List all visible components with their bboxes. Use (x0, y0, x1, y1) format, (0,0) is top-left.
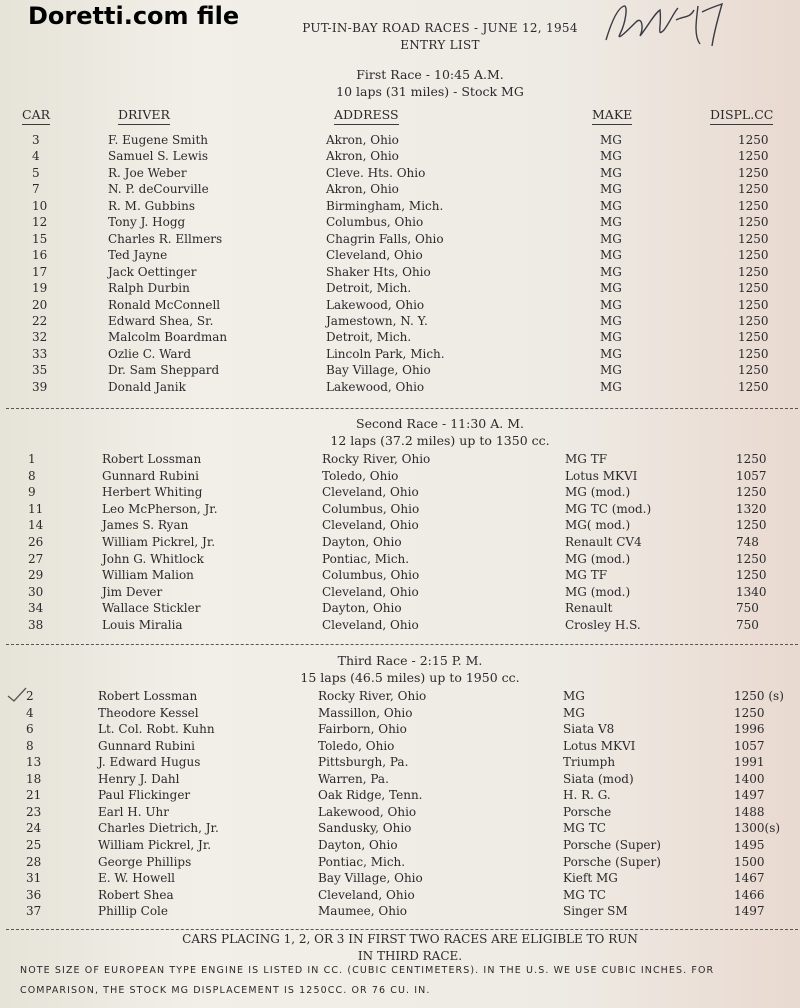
entry-make: MG (600, 330, 622, 345)
entry-address: Warren, Pa. (318, 771, 389, 786)
entry-make: MG (mod.) (565, 485, 631, 500)
entry-driver: Phillip Cole (98, 904, 168, 919)
entry-make: MG (563, 689, 585, 703)
entry-car-number: 20 (32, 297, 48, 312)
entry-driver: Malcolm Boardman (108, 330, 228, 345)
table-row (0, 689, 800, 705)
entry-driver: J. Edward Hugus (98, 755, 201, 770)
entry-make: Renault (565, 601, 613, 616)
table-row (0, 552, 800, 568)
entry-make: Siata V8 (563, 722, 615, 737)
entry-displacement: 1250 (736, 452, 767, 466)
entry-car-number: 23 (26, 804, 42, 819)
entry-make: MG (600, 215, 622, 230)
entry-address: Lincoln Park, Mich. (326, 346, 445, 361)
table-row (0, 568, 800, 584)
table-row (0, 739, 800, 755)
entry-make: Renault CV4 (565, 535, 642, 549)
table-row (0, 888, 800, 904)
entry-driver: Jim Dever (102, 584, 163, 599)
entry-car-number: 12 (32, 215, 48, 230)
displacement-note-line-1: NOTE SIZE OF EUROPEAN TYPE ENGINE IS LISTED IN CC. (CUBIC CENTIMETERS). IN THE U.S. WE USE CUBIC INCHES. FOR (20, 965, 715, 976)
entry-make: Lotus MKVI (565, 468, 638, 483)
entry-address: Cleveland, Ohio (322, 485, 419, 500)
entry-driver: Gunnard Rubini (98, 738, 196, 753)
table-row (0, 199, 800, 215)
entry-displacement: 1320 (736, 501, 767, 516)
entry-car-number: 8 (28, 468, 36, 483)
entry-car-number: 29 (28, 568, 44, 583)
document-title: PUT-IN-BAY ROAD RACES - JUNE 12, 1954 (302, 21, 578, 35)
entry-address: Sandusky, Ohio (318, 821, 412, 836)
entry-address: Rocky River, Ohio (318, 689, 427, 703)
entry-address: Columbus, Ohio (322, 501, 420, 516)
entry-driver: Lt. Col. Robt. Kuhn (98, 722, 215, 737)
entry-car-number: 14 (28, 518, 44, 533)
table-row (0, 502, 800, 518)
table-row (0, 518, 800, 534)
entry-driver: Wallace Stickler (102, 601, 201, 616)
entry-address: Dayton, Ohio (322, 601, 402, 616)
entry-displacement: 1340 (736, 584, 767, 599)
table-row (0, 182, 800, 198)
entry-driver: Leo McPherson, Jr. (102, 501, 218, 516)
entry-car-number: 17 (32, 264, 48, 279)
entry-make: Lotus MKVI (563, 738, 636, 753)
entry-car-number: 39 (32, 379, 48, 394)
entry-address: Maumee, Ohio (318, 904, 408, 919)
entry-driver: John G. Whitlock (102, 551, 204, 566)
entry-make: Crosley H.S. (565, 618, 641, 632)
table-row (0, 133, 800, 149)
entry-displacement: 1250 (738, 379, 769, 394)
entry-car-number: 22 (32, 313, 48, 328)
entry-car-number: 19 (32, 281, 48, 296)
entry-make: MG (600, 231, 622, 246)
entry-car-number: 15 (32, 231, 48, 246)
entry-displacement: 1250 (738, 313, 769, 328)
entry-displacement: 1250 (738, 264, 769, 279)
entry-displacement: 1250 (738, 133, 769, 147)
entry-make: Porsche (Super) (563, 837, 661, 852)
entry-address: Lakewood, Ohio (318, 804, 417, 819)
entry-driver: Gunnard Rubini (102, 468, 200, 483)
entry-make: MG (563, 705, 585, 720)
entry-address: Akron, Ohio (326, 182, 399, 197)
entry-car-number: 37 (26, 904, 42, 919)
brand-watermark: Doretti.com file (28, 2, 240, 30)
entry-displacement: 1991 (734, 755, 765, 770)
entry-make: MG (600, 346, 622, 361)
displacement-note-line-2: COMPARISON, THE STOCK MG DISPLACEMENT IS 1250CC. OR 76 CU. IN. (20, 985, 431, 996)
entry-driver: Tony J. Hogg (108, 215, 186, 230)
entry-address: Cleveland, Ohio (326, 248, 423, 263)
entry-address: Lakewood, Ohio (326, 379, 425, 394)
entry-make: MG TF (565, 568, 608, 583)
entry-car-number: 32 (32, 330, 48, 345)
entry-driver: Edward Shea, Sr. (108, 313, 214, 328)
entry-car-number: 26 (28, 535, 44, 549)
entry-make: MG (600, 264, 622, 279)
entry-car-number: 36 (26, 887, 42, 902)
table-row (0, 248, 800, 264)
entry-displacement: 1497 (734, 904, 765, 919)
entry-address: Cleveland, Ohio (322, 518, 419, 533)
entry-displacement: 1250 (738, 346, 769, 361)
entry-driver: R. M. Gubbins (108, 198, 195, 213)
race3-heading (280, 652, 540, 686)
entry-driver: Earl H. Uhr (98, 804, 169, 819)
entry-make: MG (600, 297, 622, 312)
entry-car-number: 4 (26, 705, 34, 720)
entry-car-number: 7 (32, 182, 40, 197)
entry-displacement: 1495 (734, 837, 765, 852)
race1-heading (300, 66, 560, 100)
entry-car-number: 11 (28, 501, 44, 516)
entry-address: Cleve. Hts. Ohio (326, 165, 426, 180)
col-address: ADDRESS (334, 107, 399, 125)
entry-displacement: 1996 (734, 722, 765, 737)
table-row (0, 232, 800, 248)
table-row (0, 330, 800, 346)
entry-address: Chagrin Falls, Ohio (326, 231, 444, 246)
entry-address: Birmingham, Mich. (326, 198, 444, 213)
table-row (0, 722, 800, 738)
table-row (0, 535, 800, 551)
table-row (0, 706, 800, 722)
entry-displacement: 1250 (s) (734, 689, 784, 703)
entry-make: Singer SM (563, 904, 628, 919)
section-divider (6, 408, 798, 409)
entry-driver: Henry J. Dahl (98, 771, 180, 786)
entry-make: MG TC (563, 887, 606, 902)
entry-driver: Donald Janik (108, 379, 186, 394)
table-row (0, 904, 800, 920)
entry-make: MG TC (mod.) (565, 501, 652, 516)
entry-displacement: 1250 (738, 198, 769, 213)
entry-displacement: 1057 (736, 468, 767, 483)
entry-make: MG (600, 182, 622, 197)
entry-address: Toledo, Ohio (318, 738, 395, 753)
table-row (0, 618, 800, 634)
entry-displacement: 1497 (734, 788, 765, 803)
entry-displacement: 1250 (738, 182, 769, 197)
entry-address: Detroit, Mich. (326, 330, 412, 345)
entry-address: Toledo, Ohio (322, 468, 399, 483)
table-row (0, 149, 800, 165)
entry-driver: Charles R. Ellmers (108, 231, 223, 246)
entry-car-number: 16 (32, 248, 48, 263)
race1-title: First Race - 10:45 A.M. (356, 67, 504, 82)
handwritten-signature (598, 0, 738, 54)
entry-address: Dayton, Ohio (322, 535, 402, 549)
table-row (0, 314, 800, 330)
entry-displacement: 1500 (734, 854, 765, 869)
table-row (0, 469, 800, 485)
entry-make: MG (600, 363, 622, 378)
entry-car-number: 2 (26, 689, 34, 703)
entry-car-number: 8 (26, 738, 34, 753)
entry-driver: Robert Shea (98, 887, 174, 902)
entry-address: Dayton, Ohio (318, 837, 398, 852)
entry-car-number: 1 (28, 452, 36, 466)
entry-make: H. R. G. (563, 788, 611, 803)
race2-heading (290, 415, 590, 449)
entry-make: MG (600, 248, 622, 263)
section-divider (6, 929, 798, 930)
entry-car-number: 6 (26, 722, 34, 737)
entry-make: MG( mod.) (565, 518, 631, 533)
entry-driver: E. W. Howell (98, 871, 175, 886)
table-row (0, 585, 800, 601)
entry-address: Rocky River, Ohio (322, 452, 431, 466)
entry-address: Shaker Hts, Ohio (326, 264, 431, 279)
document-subtitle: ENTRY LIST (400, 38, 480, 52)
entry-make: MG (600, 149, 622, 164)
entry-driver: Charles Dietrich, Jr. (98, 821, 219, 836)
entry-driver: N. P. deCourville (108, 182, 209, 197)
table-row (0, 380, 800, 396)
entry-displacement: 1250 (734, 705, 765, 720)
table-row (0, 838, 800, 854)
entry-car-number: 30 (28, 584, 44, 599)
entry-displacement: 1400 (734, 771, 765, 786)
entry-displacement: 1300(s) (734, 821, 781, 836)
entry-displacement: 1488 (734, 804, 765, 819)
entry-address: Bay Village, Ohio (318, 871, 423, 886)
table-row (0, 265, 800, 281)
entry-make: MG (600, 379, 622, 394)
entry-driver: William Pickrel, Jr. (98, 837, 212, 852)
entry-displacement: 750 (736, 601, 759, 616)
table-row (0, 452, 800, 468)
entry-address: Cleveland, Ohio (322, 584, 419, 599)
entry-address: Oak Ridge, Tenn. (318, 788, 423, 803)
entry-car-number: 10 (32, 198, 48, 213)
entry-make: MG (mod.) (565, 551, 631, 566)
eligibility-note (130, 931, 690, 965)
entry-displacement: 1250 (738, 281, 769, 296)
entry-driver: R. Joe Weber (108, 165, 187, 180)
entry-address: Detroit, Mich. (326, 281, 412, 296)
col-car: CAR (22, 107, 50, 125)
entry-driver: Ronald McConnell (108, 297, 221, 312)
entry-address: Cleveland, Ohio (318, 887, 415, 902)
entry-displacement: 1250 (738, 248, 769, 263)
col-displ: DISPL.CC (710, 107, 773, 125)
entry-displacement: 1057 (734, 738, 765, 753)
entry-address: Pontiac, Mich. (322, 551, 410, 566)
table-row (0, 805, 800, 821)
col-make: MAKE (592, 107, 632, 125)
entry-car-number: 34 (28, 601, 44, 616)
entry-displacement: 1250 (736, 568, 767, 583)
eligibility-line-1: CARS PLACING 1, 2, OR 3 IN FIRST TWO RACES ARE ELIGIBLE TO RUN (182, 932, 638, 946)
entry-address: Akron, Ohio (326, 149, 399, 164)
entry-driver: Ted Jayne (108, 248, 168, 263)
entry-driver: F. Eugene Smith (108, 133, 208, 147)
entry-car-number: 24 (26, 821, 42, 836)
entry-driver: Robert Lossman (102, 452, 202, 466)
entry-displacement: 1250 (738, 330, 769, 345)
entry-make: MG (600, 133, 622, 147)
entry-driver: Jack Oettinger (108, 264, 197, 279)
entry-address: Massillon, Ohio (318, 705, 413, 720)
entry-address: Pittsburgh, Pa. (318, 755, 409, 770)
entry-driver: George Phillips (98, 854, 192, 869)
entry-displacement: 1250 (738, 165, 769, 180)
entry-car-number: 13 (26, 755, 42, 770)
entry-displacement: 748 (736, 535, 759, 549)
entry-displacement: 1466 (734, 887, 765, 902)
entry-car-number: 25 (26, 837, 42, 852)
entry-address: Columbus, Ohio (322, 568, 420, 583)
race1-subtitle: 10 laps (31 miles) - Stock MG (336, 84, 524, 99)
entry-make: Siata (mod) (563, 771, 634, 786)
table-row (0, 601, 800, 617)
entry-displacement: 750 (736, 618, 759, 632)
entry-address: Cleveland, Ohio (322, 618, 419, 632)
entry-car-number: 4 (32, 149, 40, 164)
entry-make: MG (600, 281, 622, 296)
document-header (300, 20, 580, 54)
entry-car-number: 28 (26, 854, 42, 869)
entry-displacement: 1250 (736, 551, 767, 566)
entry-displacement: 1250 (738, 363, 769, 378)
race2-title: Second Race - 11:30 A. M. (356, 416, 524, 431)
entry-displacement: 1467 (734, 871, 765, 886)
table-row (0, 855, 800, 871)
table-row (0, 871, 800, 887)
entry-address: Akron, Ohio (326, 133, 399, 147)
table-row (0, 772, 800, 788)
table-row (0, 298, 800, 314)
entry-car-number: 33 (32, 346, 48, 361)
entry-make: MG TC (563, 821, 606, 836)
entry-displacement: 1250 (738, 149, 769, 164)
entry-make: Triumph (563, 755, 616, 770)
table-row (0, 788, 800, 804)
table-row (0, 215, 800, 231)
entry-make: MG (600, 313, 622, 328)
entry-driver: Ralph Durbin (108, 281, 190, 296)
entry-address: Columbus, Ohio (326, 215, 424, 230)
entry-address: Lakewood, Ohio (326, 297, 425, 312)
entry-address: Bay Village, Ohio (326, 363, 431, 378)
entry-displacement: 1250 (738, 231, 769, 246)
entry-driver: Dr. Sam Sheppard (108, 363, 220, 378)
entry-driver: James S. Ryan (102, 518, 189, 533)
table-row (0, 347, 800, 363)
table-row (0, 485, 800, 501)
entry-address: Fairborn, Ohio (318, 722, 407, 737)
race2-subtitle: 12 laps (37.2 miles) up to 1350 cc. (330, 433, 550, 448)
entry-make: MG (600, 198, 622, 213)
eligibility-line-2: IN THIRD RACE. (357, 949, 463, 963)
entry-car-number: 38 (28, 618, 44, 632)
entry-displacement: 1250 (738, 215, 769, 230)
entry-driver: Samuel S. Lewis (108, 149, 208, 164)
entry-car-number: 9 (28, 485, 36, 500)
entry-make: Porsche (563, 804, 612, 819)
entry-address: Pontiac, Mich. (318, 854, 406, 869)
table-row (0, 281, 800, 297)
col-driver: DRIVER (118, 107, 170, 125)
entry-car-number: 18 (26, 771, 42, 786)
entry-driver: Theodore Kessel (98, 705, 199, 720)
table-row (0, 821, 800, 837)
race3-title: Third Race - 2:15 P. M. (337, 653, 483, 668)
entry-driver: William Pickrel, Jr. (102, 535, 216, 549)
entry-make: MG (mod.) (565, 584, 631, 599)
entry-car-number: 5 (32, 165, 40, 180)
entry-address: Jamestown, N. Y. (326, 313, 428, 328)
entry-make: MG (600, 165, 622, 180)
entry-driver: William Malion (102, 568, 194, 583)
entry-driver: Robert Lossman (98, 689, 198, 703)
entry-car-number: 21 (26, 788, 42, 803)
entry-car-number: 27 (28, 551, 44, 566)
entry-make: Kieft MG (563, 871, 618, 886)
table-row (0, 363, 800, 379)
entry-car-number: 31 (26, 871, 42, 886)
table-row (0, 755, 800, 771)
race3-subtitle: 15 laps (46.5 miles) up to 1950 cc. (300, 670, 520, 685)
entry-driver: Louis Miralia (102, 618, 183, 632)
entry-car-number: 3 (32, 133, 40, 147)
entry-driver: Herbert Whiting (102, 485, 203, 500)
table-row (0, 166, 800, 182)
entry-driver: Ozlie C. Ward (108, 346, 191, 361)
entry-displacement: 1250 (738, 297, 769, 312)
entry-make: MG TF (565, 452, 608, 466)
entry-car-number: 35 (32, 363, 48, 378)
entry-displacement: 1250 (736, 485, 767, 500)
entry-displacement: 1250 (736, 518, 767, 533)
section-divider (6, 644, 798, 645)
entry-make: Porsche (Super) (563, 854, 661, 869)
entry-driver: Paul Flickinger (98, 788, 191, 803)
